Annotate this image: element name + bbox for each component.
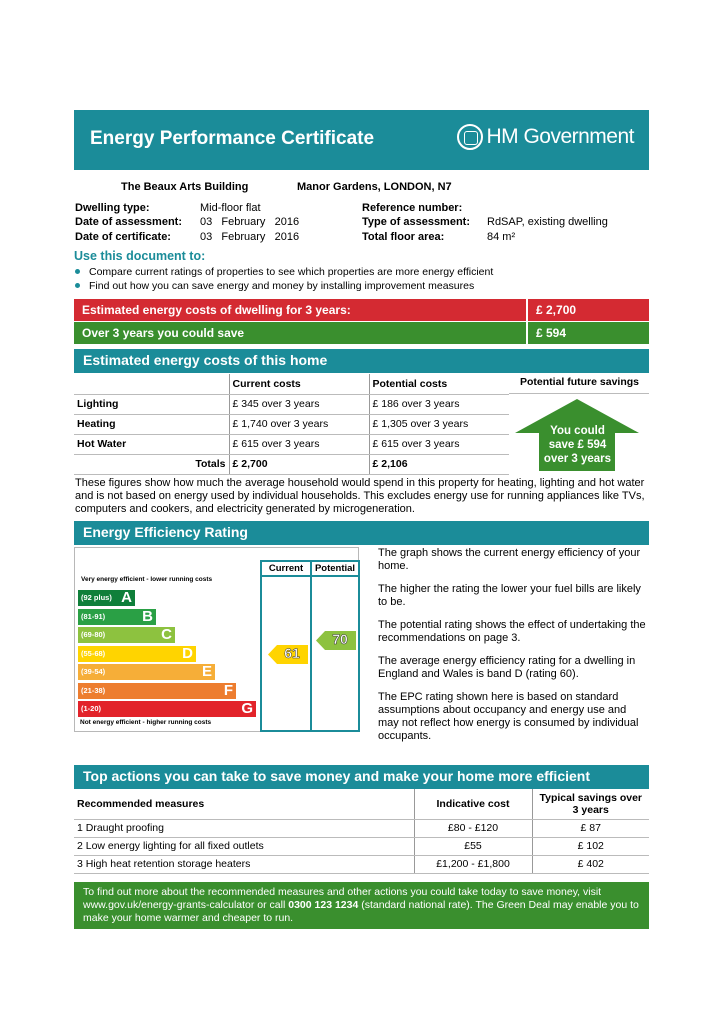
- band-range: (1-20): [81, 704, 102, 713]
- savings-value: £ 594: [526, 322, 649, 344]
- potential-rating-value: 70: [332, 631, 348, 647]
- bullet-icon: [75, 283, 80, 288]
- certificate-date-label: Date of certificate:: [75, 231, 171, 243]
- band-range: (92 plus): [81, 593, 112, 602]
- eer-text-1: The graph shows the current energy efficiency of your home.: [378, 547, 641, 572]
- dwelling-type-label: Dwelling type:: [75, 202, 150, 214]
- future-savings-header: Potential future savings: [519, 376, 640, 388]
- costs-table: [74, 374, 509, 475]
- potential-cost-cell: £ 186 over 3 years: [369, 394, 509, 414]
- indicative-cost-cell: £80 - £120: [414, 819, 532, 837]
- footer-note: [74, 882, 649, 929]
- band-letter: A: [121, 589, 132, 606]
- hm-government-logo: [457, 124, 634, 150]
- band-range: (55-68): [81, 648, 106, 658]
- page-title: Energy Performance Certificate: [90, 128, 375, 149]
- savings-header: Typical savings over 3 years: [532, 789, 649, 819]
- assessment-type-label: Type of assessment:: [362, 216, 471, 228]
- floor-area-value: 84 m²: [487, 231, 516, 243]
- costs-section-title: Estimated energy costs of this home: [74, 349, 649, 373]
- footer-phone: 0300 123 1234: [288, 899, 359, 911]
- band-letter: B: [142, 607, 153, 625]
- reference-label: Reference number:: [362, 202, 463, 214]
- table-row: [74, 414, 509, 434]
- bullet-icon: [75, 269, 80, 274]
- divider: [509, 393, 649, 394]
- footer-text-2: (standard national rate). The Green Deal may enable you to make your home warmer and cheaper to run.: [83, 899, 639, 924]
- band-g: [78, 701, 256, 717]
- potential-total: £ 2,106: [369, 454, 509, 474]
- band-range: (21-38): [81, 685, 106, 695]
- typical-saving-cell: £ 102: [532, 837, 649, 855]
- measures-header: Recommended measures: [74, 789, 414, 819]
- actions-header-row: [74, 789, 649, 819]
- cost-item-name: Heating: [74, 414, 229, 434]
- current-cost-cell: £ 1,740 over 3 years: [229, 414, 369, 434]
- current-header: Current: [268, 563, 304, 574]
- savings-label: Over 3 years you could save: [82, 326, 245, 340]
- band-letter: D: [182, 644, 193, 662]
- potential-cost-cell: £ 615 over 3 years: [369, 434, 509, 454]
- eer-text-2: The higher the rating the lower your fuel bills are likely to be.: [378, 583, 641, 608]
- band-letter: E: [201, 663, 212, 680]
- band-letter: C: [161, 626, 172, 643]
- eer-top-text: Very energy efficient - lower running costs: [81, 576, 213, 583]
- potential-header: Potential: [314, 563, 356, 574]
- band-letter: F: [223, 681, 233, 699]
- indicative-cost-cell: £1,200 - £1,800: [414, 855, 532, 873]
- indicative-cost-cell: £55: [414, 837, 532, 855]
- costs-header-row: [74, 374, 509, 394]
- measure-cell: 2 Low energy lighting for all fixed outlets: [74, 837, 414, 855]
- band-letter: G: [241, 700, 253, 717]
- actions-table: [74, 789, 649, 874]
- assessment-date-value: 03 February 2016: [200, 216, 300, 228]
- actions-section-title: Top actions you can take to save money and make your home more efficient: [74, 765, 649, 789]
- measure-cell: 3 High heat retention storage heaters: [74, 855, 414, 873]
- floor-area-label: Total floor area:: [362, 231, 445, 243]
- current-total: £ 2,700: [229, 454, 369, 474]
- current-rating-value: 61: [284, 645, 300, 661]
- table-row: [74, 855, 649, 873]
- potential-costs-header: Potential costs: [369, 374, 509, 394]
- band-e: [78, 664, 215, 680]
- estimated-cost-bar: [74, 299, 649, 321]
- band-b: [78, 609, 156, 625]
- certificate-date-value: 03 February 2016: [200, 231, 300, 243]
- table-row: [74, 819, 649, 837]
- current-costs-header: Current costs: [229, 374, 369, 394]
- current-cost-cell: £ 345 over 3 years: [229, 394, 369, 414]
- use-document-title: Use this document to:: [74, 249, 206, 263]
- totals-row: [74, 454, 509, 474]
- use-bullet: Compare current ratings of properties to see which properties are more energy efficient: [75, 266, 493, 278]
- savings-bar: [74, 322, 649, 344]
- eer-text-4: The average energy efficiency rating for a dwelling in England and Wales is band D (rating 60).: [378, 655, 636, 680]
- table-row: [74, 394, 509, 414]
- divider: [260, 575, 360, 577]
- band-f: [78, 683, 236, 699]
- typical-saving-cell: £ 402: [532, 855, 649, 873]
- assessment-type-value: RdSAP, existing dwelling: [487, 216, 608, 228]
- street-address: Manor Gardens, LONDON, N7: [297, 181, 452, 193]
- gov-logo-text: HM Government: [486, 125, 634, 148]
- assessment-date-label: Date of assessment:: [75, 216, 182, 228]
- cost-header: Indicative cost: [414, 789, 532, 819]
- totals-label: Totals: [74, 454, 229, 474]
- band-range: (69-80): [81, 630, 106, 639]
- footer-text-1: To find out more about the recommended measures and other actions you could take today to save money, visit www.gov.uk/energy-grants-calculator or call: [83, 886, 602, 911]
- certificate-header: [74, 110, 649, 170]
- dwelling-type-value: Mid-floor flat: [200, 202, 261, 214]
- eer-bottom-text: Not energy efficient - higher running costs: [80, 719, 212, 726]
- use-bullet: Find out how you can save energy and money by installing improvement measures: [75, 280, 474, 292]
- savings-arrow-text: You could save £ 594 over 3 years: [543, 425, 612, 465]
- band-range: (81-91): [81, 611, 106, 621]
- measure-cell: 1 Draught proofing: [74, 819, 414, 837]
- eer-text-3: The potential rating shows the effect of undertaking the recommendations on page 3.: [378, 619, 646, 644]
- band-range: (39-54): [81, 667, 106, 676]
- estimated-cost-label: Estimated energy costs of dwelling for 3 years:: [82, 303, 351, 317]
- cost-item-name: Hot Water: [74, 434, 229, 454]
- potential-cost-cell: £ 1,305 over 3 years: [369, 414, 509, 434]
- cost-item-name: Lighting: [74, 394, 229, 414]
- estimated-cost-value: £ 2,700: [526, 299, 649, 321]
- band-d: [78, 646, 196, 662]
- table-row: [74, 837, 649, 855]
- eer-text-5: The EPC rating shown here is based on standard assumptions about occupancy and energy use and may not reflect how energy is consumed by individual occupants.: [378, 691, 639, 742]
- band-c: [78, 627, 175, 643]
- building-name: The Beaux Arts Building: [121, 181, 249, 193]
- band-a: [78, 590, 135, 606]
- table-row: [74, 434, 509, 454]
- eer-section-title: Energy Efficiency Rating: [74, 521, 649, 545]
- costs-note: These figures show how much the average household would spend in this property for heating, lighting and hot water and is not based on energy used by individual households. This excludes energy use for running appliances like TVs, computers and cookers, and electricity generated by microgeneration.: [75, 477, 645, 515]
- typical-saving-cell: £ 87: [532, 819, 649, 837]
- royal-crest-icon: [457, 124, 483, 150]
- current-cost-cell: £ 615 over 3 years: [229, 434, 369, 454]
